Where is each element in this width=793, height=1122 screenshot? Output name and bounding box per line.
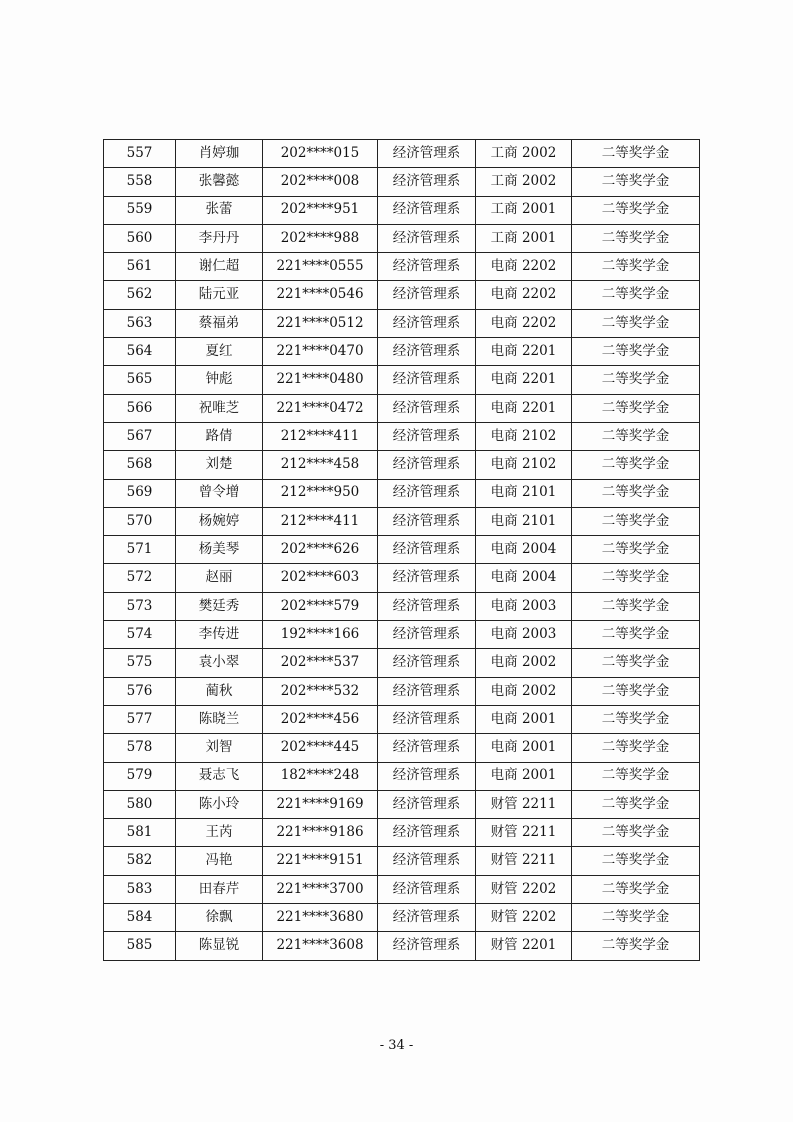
- cell-name: 杨婉婷: [176, 507, 263, 535]
- cell-number: 584: [104, 904, 176, 932]
- cell-class: 电商 2201: [476, 338, 572, 366]
- cell-number: 558: [104, 168, 176, 196]
- table-row: [104, 309, 700, 337]
- table-row: [104, 281, 700, 309]
- scholarship-table: [103, 139, 700, 961]
- cell-name: 刘智: [176, 734, 263, 762]
- cell-name: 陈显锐: [176, 932, 263, 960]
- cell-number: 579: [104, 762, 176, 790]
- cell-number: 582: [104, 847, 176, 875]
- cell-award: 二等奖学金: [572, 366, 700, 394]
- table-row: [104, 422, 700, 450]
- cell-number: 569: [104, 479, 176, 507]
- cell-award: 二等奖学金: [572, 140, 700, 168]
- cell-student-id: 202****579: [263, 592, 378, 620]
- cell-name: 曾令增: [176, 479, 263, 507]
- cell-name: 钟彪: [176, 366, 263, 394]
- cell-number: 578: [104, 734, 176, 762]
- cell-name: 李丹丹: [176, 224, 263, 252]
- cell-department: 经济管理系: [378, 366, 476, 394]
- cell-number: 557: [104, 140, 176, 168]
- cell-class: 电商 2001: [476, 705, 572, 733]
- cell-student-id: 212****411: [263, 507, 378, 535]
- cell-number: 559: [104, 196, 176, 224]
- cell-class: 财管 2211: [476, 819, 572, 847]
- cell-class: 工商 2001: [476, 196, 572, 224]
- cell-award: 二等奖学金: [572, 875, 700, 903]
- cell-student-id: 221****9169: [263, 790, 378, 818]
- cell-award: 二等奖学金: [572, 168, 700, 196]
- cell-number: 560: [104, 224, 176, 252]
- cell-name: 王芮: [176, 819, 263, 847]
- cell-number: 573: [104, 592, 176, 620]
- cell-class: 电商 2004: [476, 536, 572, 564]
- cell-department: 经济管理系: [378, 847, 476, 875]
- cell-number: 565: [104, 366, 176, 394]
- cell-department: 经济管理系: [378, 140, 476, 168]
- cell-class: 电商 2004: [476, 564, 572, 592]
- table-row: [104, 338, 700, 366]
- cell-name: 陆元亚: [176, 281, 263, 309]
- cell-award: 二等奖学金: [572, 338, 700, 366]
- table-row: [104, 536, 700, 564]
- cell-number: 568: [104, 451, 176, 479]
- cell-student-id: 221****3680: [263, 904, 378, 932]
- cell-award: 二等奖学金: [572, 196, 700, 224]
- cell-department: 经济管理系: [378, 338, 476, 366]
- cell-student-id: 202****456: [263, 705, 378, 733]
- cell-class: 电商 2201: [476, 394, 572, 422]
- cell-department: 经济管理系: [378, 451, 476, 479]
- table-row: [104, 847, 700, 875]
- cell-student-id: 202****532: [263, 677, 378, 705]
- cell-student-id: 202****008: [263, 168, 378, 196]
- table-row: [104, 621, 700, 649]
- cell-student-id: 202****445: [263, 734, 378, 762]
- cell-class: 财管 2202: [476, 904, 572, 932]
- cell-number: 564: [104, 338, 176, 366]
- cell-student-id: 221****0470: [263, 338, 378, 366]
- cell-class: 工商 2002: [476, 140, 572, 168]
- cell-award: 二等奖学金: [572, 536, 700, 564]
- cell-department: 经济管理系: [378, 592, 476, 620]
- cell-student-id: 212****950: [263, 479, 378, 507]
- cell-name: 张蕾: [176, 196, 263, 224]
- page-number: - 34 -: [379, 1038, 414, 1053]
- cell-award: 二等奖学金: [572, 819, 700, 847]
- cell-class: 电商 2003: [476, 621, 572, 649]
- cell-number: 580: [104, 790, 176, 818]
- table-row: [104, 196, 700, 224]
- cell-name: 陈小玲: [176, 790, 263, 818]
- cell-department: 经济管理系: [378, 621, 476, 649]
- cell-name: 赵丽: [176, 564, 263, 592]
- table-row: [104, 932, 700, 960]
- cell-student-id: 221****3700: [263, 875, 378, 903]
- cell-student-id: 221****0480: [263, 366, 378, 394]
- table-row: [104, 253, 700, 281]
- cell-name: 路倩: [176, 422, 263, 450]
- cell-department: 经济管理系: [378, 649, 476, 677]
- cell-award: 二等奖学金: [572, 309, 700, 337]
- cell-student-id: 202****015: [263, 140, 378, 168]
- cell-student-id: 202****951: [263, 196, 378, 224]
- cell-class: 财管 2202: [476, 875, 572, 903]
- cell-award: 二等奖学金: [572, 224, 700, 252]
- cell-department: 经济管理系: [378, 904, 476, 932]
- cell-name: 张馨懿: [176, 168, 263, 196]
- cell-award: 二等奖学金: [572, 281, 700, 309]
- cell-class: 电商 2102: [476, 451, 572, 479]
- cell-award: 二等奖学金: [572, 621, 700, 649]
- cell-class: 电商 2202: [476, 309, 572, 337]
- table-row: [104, 366, 700, 394]
- cell-award: 二等奖学金: [572, 790, 700, 818]
- cell-award: 二等奖学金: [572, 507, 700, 535]
- cell-award: 二等奖学金: [572, 422, 700, 450]
- cell-name: 蔡福弟: [176, 309, 263, 337]
- cell-student-id: 202****537: [263, 649, 378, 677]
- cell-department: 经济管理系: [378, 932, 476, 960]
- table-row: [104, 734, 700, 762]
- cell-student-id: 221****0546: [263, 281, 378, 309]
- cell-class: 电商 2001: [476, 762, 572, 790]
- cell-name: 田春芹: [176, 875, 263, 903]
- cell-number: 583: [104, 875, 176, 903]
- table-row: [104, 875, 700, 903]
- cell-name: 夏红: [176, 338, 263, 366]
- cell-student-id: 221****0472: [263, 394, 378, 422]
- cell-number: 574: [104, 621, 176, 649]
- table-row: [104, 677, 700, 705]
- table-row: [104, 592, 700, 620]
- cell-student-id: 221****9186: [263, 819, 378, 847]
- cell-class: 电商 2101: [476, 479, 572, 507]
- cell-number: 561: [104, 253, 176, 281]
- cell-department: 经济管理系: [378, 875, 476, 903]
- cell-name: 徐飘: [176, 904, 263, 932]
- table-row: [104, 819, 700, 847]
- cell-department: 经济管理系: [378, 394, 476, 422]
- cell-department: 经济管理系: [378, 253, 476, 281]
- cell-department: 经济管理系: [378, 168, 476, 196]
- cell-name: 聂志飞: [176, 762, 263, 790]
- table-row: [104, 224, 700, 252]
- cell-class: 电商 2101: [476, 507, 572, 535]
- table-row: [104, 479, 700, 507]
- cell-class: 电商 2202: [476, 253, 572, 281]
- cell-class: 电商 2001: [476, 734, 572, 762]
- cell-class: 电商 2202: [476, 281, 572, 309]
- cell-name: 冯艳: [176, 847, 263, 875]
- cell-number: 585: [104, 932, 176, 960]
- cell-number: 563: [104, 309, 176, 337]
- cell-class: 工商 2002: [476, 168, 572, 196]
- cell-number: 567: [104, 422, 176, 450]
- cell-number: 575: [104, 649, 176, 677]
- table-row: [104, 564, 700, 592]
- cell-department: 经济管理系: [378, 564, 476, 592]
- cell-award: 二等奖学金: [572, 592, 700, 620]
- cell-class: 财管 2211: [476, 847, 572, 875]
- cell-number: 577: [104, 705, 176, 733]
- cell-award: 二等奖学金: [572, 904, 700, 932]
- cell-award: 二等奖学金: [572, 564, 700, 592]
- cell-award: 二等奖学金: [572, 479, 700, 507]
- cell-name: 祝唯芝: [176, 394, 263, 422]
- cell-award: 二等奖学金: [572, 394, 700, 422]
- cell-class: 财管 2201: [476, 932, 572, 960]
- cell-class: 工商 2001: [476, 224, 572, 252]
- cell-award: 二等奖学金: [572, 734, 700, 762]
- cell-class: 电商 2102: [476, 422, 572, 450]
- cell-name: 陈晓兰: [176, 705, 263, 733]
- cell-student-id: 221****9151: [263, 847, 378, 875]
- cell-number: 581: [104, 819, 176, 847]
- table-row: [104, 140, 700, 168]
- cell-department: 经济管理系: [378, 309, 476, 337]
- cell-name: 袁小翠: [176, 649, 263, 677]
- cell-award: 二等奖学金: [572, 677, 700, 705]
- cell-department: 经济管理系: [378, 479, 476, 507]
- table-body: [104, 140, 700, 961]
- table-row: [104, 705, 700, 733]
- cell-student-id: 192****166: [263, 621, 378, 649]
- cell-student-id: 221****3608: [263, 932, 378, 960]
- table-row: [104, 904, 700, 932]
- cell-number: 570: [104, 507, 176, 535]
- cell-award: 二等奖学金: [572, 649, 700, 677]
- cell-department: 经济管理系: [378, 677, 476, 705]
- cell-department: 经济管理系: [378, 790, 476, 818]
- cell-department: 经济管理系: [378, 507, 476, 535]
- cell-number: 562: [104, 281, 176, 309]
- cell-department: 经济管理系: [378, 196, 476, 224]
- cell-department: 经济管理系: [378, 762, 476, 790]
- cell-department: 经济管理系: [378, 705, 476, 733]
- cell-award: 二等奖学金: [572, 451, 700, 479]
- cell-award: 二等奖学金: [572, 932, 700, 960]
- cell-award: 二等奖学金: [572, 762, 700, 790]
- cell-class: 电商 2002: [476, 649, 572, 677]
- cell-number: 576: [104, 677, 176, 705]
- cell-name: 谢仁超: [176, 253, 263, 281]
- cell-student-id: 221****0512: [263, 309, 378, 337]
- cell-name: 李传进: [176, 621, 263, 649]
- cell-award: 二等奖学金: [572, 253, 700, 281]
- cell-class: 电商 2201: [476, 366, 572, 394]
- cell-class: 电商 2002: [476, 677, 572, 705]
- cell-name: 肖婷珈: [176, 140, 263, 168]
- cell-name: 刘楚: [176, 451, 263, 479]
- cell-department: 经济管理系: [378, 734, 476, 762]
- cell-number: 566: [104, 394, 176, 422]
- table-row: [104, 394, 700, 422]
- cell-class: 电商 2003: [476, 592, 572, 620]
- cell-department: 经济管理系: [378, 224, 476, 252]
- table-row: [104, 168, 700, 196]
- cell-student-id: 212****458: [263, 451, 378, 479]
- table-row: [104, 649, 700, 677]
- cell-department: 经济管理系: [378, 281, 476, 309]
- cell-student-id: 212****411: [263, 422, 378, 450]
- cell-class: 财管 2211: [476, 790, 572, 818]
- cell-student-id: 182****248: [263, 762, 378, 790]
- cell-department: 经济管理系: [378, 536, 476, 564]
- cell-department: 经济管理系: [378, 422, 476, 450]
- table-row: [104, 507, 700, 535]
- cell-student-id: 202****603: [263, 564, 378, 592]
- cell-number: 572: [104, 564, 176, 592]
- cell-department: 经济管理系: [378, 819, 476, 847]
- cell-student-id: 221****0555: [263, 253, 378, 281]
- cell-award: 二等奖学金: [572, 705, 700, 733]
- cell-award: 二等奖学金: [572, 847, 700, 875]
- cell-number: 571: [104, 536, 176, 564]
- cell-name: 蔺秋: [176, 677, 263, 705]
- table-row: [104, 790, 700, 818]
- table-row: [104, 762, 700, 790]
- cell-name: 杨美琴: [176, 536, 263, 564]
- cell-student-id: 202****626: [263, 536, 378, 564]
- cell-name: 樊廷秀: [176, 592, 263, 620]
- cell-student-id: 202****988: [263, 224, 378, 252]
- table-row: [104, 451, 700, 479]
